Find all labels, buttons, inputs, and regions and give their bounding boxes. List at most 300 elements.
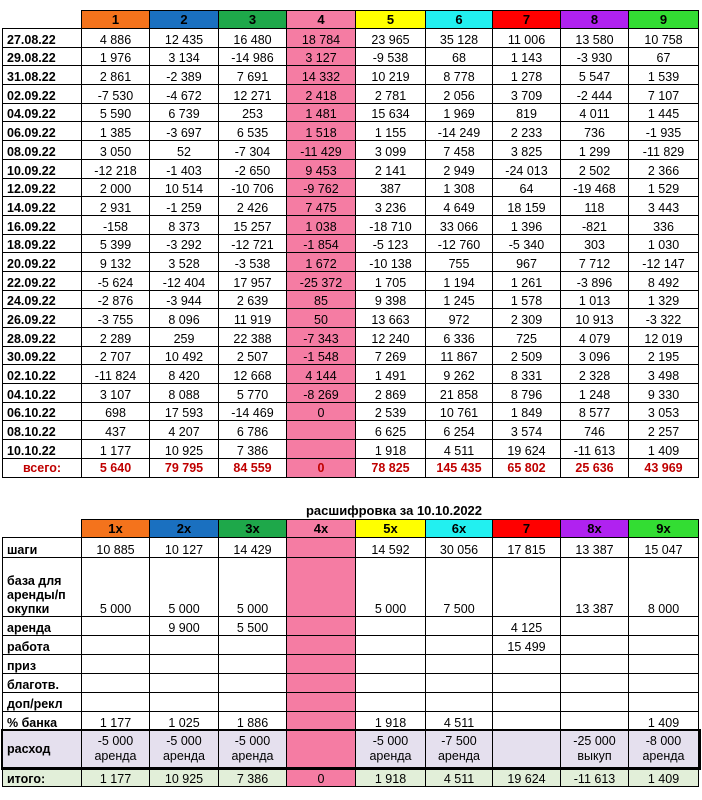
value-cell xyxy=(561,693,629,712)
value-cell: 3 053 xyxy=(629,402,699,421)
value-cell: 1 025 xyxy=(150,712,219,731)
value-cell: 387 xyxy=(356,178,426,197)
expense-cell: -5 000 аренда xyxy=(82,731,150,768)
row-date: 18.09.22 xyxy=(3,234,82,253)
value-cell xyxy=(82,693,150,712)
value-cell: 13 580 xyxy=(561,29,629,48)
value-cell xyxy=(493,558,561,617)
value-cell: 2 056 xyxy=(426,85,493,104)
column-header-8: 8 xyxy=(561,11,629,29)
result-cell: 19 624 xyxy=(493,768,561,787)
row-label: работа xyxy=(3,636,82,655)
value-cell xyxy=(493,712,561,731)
column-header-9: 9 xyxy=(629,11,699,29)
value-cell: 1 308 xyxy=(426,178,493,197)
value-cell: -19 468 xyxy=(561,178,629,197)
value-cell: -9 762 xyxy=(287,178,356,197)
value-cell: -3 755 xyxy=(82,309,150,328)
table-row xyxy=(3,346,699,365)
value-cell: 8 796 xyxy=(493,384,561,403)
value-cell: 3 134 xyxy=(150,47,219,66)
row-date: 02.10.22 xyxy=(3,365,82,384)
value-cell: -7 343 xyxy=(287,328,356,347)
table-row xyxy=(3,234,699,253)
row-date: 29.08.22 xyxy=(3,47,82,66)
column-header-1: 1x xyxy=(82,520,150,538)
value-cell: 7 107 xyxy=(629,85,699,104)
value-cell: -3 944 xyxy=(150,290,219,309)
value-cell: -4 672 xyxy=(150,85,219,104)
value-cell: 10 514 xyxy=(150,178,219,197)
total-value: 79 795 xyxy=(150,458,219,477)
value-cell: 12 435 xyxy=(150,29,219,48)
value-cell: 437 xyxy=(82,421,150,440)
value-cell: -12 218 xyxy=(82,159,150,178)
value-cell: 2 509 xyxy=(493,346,561,365)
expense-cell: -5 000 аренда xyxy=(356,731,426,768)
value-cell: 3 236 xyxy=(356,197,426,216)
value-cell: 2 949 xyxy=(426,159,493,178)
value-cell: -12 721 xyxy=(219,234,287,253)
column-header-4: 4 xyxy=(287,11,356,29)
value-cell xyxy=(356,636,426,655)
value-cell: 33 066 xyxy=(426,215,493,234)
value-cell: -5 340 xyxy=(493,234,561,253)
value-cell: -11 824 xyxy=(82,365,150,384)
value-cell: 1 396 xyxy=(493,215,561,234)
value-cell: 2 366 xyxy=(629,159,699,178)
value-cell: 1 329 xyxy=(629,290,699,309)
value-cell: 67 xyxy=(629,47,699,66)
value-cell: 2 931 xyxy=(82,197,150,216)
row-date: 14.09.22 xyxy=(3,197,82,216)
value-cell: 1 155 xyxy=(356,122,426,141)
table-row xyxy=(3,328,699,347)
value-cell xyxy=(287,440,356,459)
value-cell: -25 372 xyxy=(287,271,356,290)
value-cell xyxy=(219,693,287,712)
column-header-7: 7 xyxy=(493,11,561,29)
value-cell: 972 xyxy=(426,309,493,328)
value-cell: -24 013 xyxy=(493,159,561,178)
value-cell: -11 429 xyxy=(287,141,356,160)
row-date: 06.09.22 xyxy=(3,122,82,141)
result-row xyxy=(3,768,699,787)
table-row xyxy=(3,122,699,141)
value-cell: 1 918 xyxy=(356,440,426,459)
value-cell xyxy=(426,674,493,693)
table-row xyxy=(3,178,699,197)
total-value: 25 636 xyxy=(561,458,629,477)
value-cell xyxy=(629,693,699,712)
expense-cell xyxy=(493,731,561,768)
value-cell: 7 475 xyxy=(287,197,356,216)
value-cell: 2 869 xyxy=(356,384,426,403)
value-cell: 12 019 xyxy=(629,328,699,347)
value-cell: 3 825 xyxy=(493,141,561,160)
value-cell: -3 538 xyxy=(219,253,287,272)
value-cell: 2 289 xyxy=(82,328,150,347)
row-date: 20.09.22 xyxy=(3,253,82,272)
value-cell: 15 257 xyxy=(219,215,287,234)
row-date: 04.10.22 xyxy=(3,384,82,403)
value-cell: 1 385 xyxy=(82,122,150,141)
value-cell: -10 138 xyxy=(356,253,426,272)
value-cell: 8 373 xyxy=(150,215,219,234)
value-cell: -12 760 xyxy=(426,234,493,253)
value-cell xyxy=(426,617,493,636)
table-row xyxy=(3,29,699,48)
value-cell: -1 854 xyxy=(287,234,356,253)
value-cell: 1 578 xyxy=(493,290,561,309)
value-cell: 8 331 xyxy=(493,365,561,384)
value-cell: 9 900 xyxy=(150,617,219,636)
value-cell: 3 127 xyxy=(287,47,356,66)
value-cell: 0 xyxy=(287,402,356,421)
column-header-4: 4x xyxy=(287,520,356,538)
expense-row xyxy=(3,731,699,768)
value-cell: 18 159 xyxy=(493,197,561,216)
table-row xyxy=(3,103,699,122)
result-cell: 7 386 xyxy=(219,768,287,787)
row-date: 24.09.22 xyxy=(3,290,82,309)
value-cell: 3 096 xyxy=(561,346,629,365)
value-cell xyxy=(629,617,699,636)
value-cell: 10 492 xyxy=(150,346,219,365)
value-cell: 2 000 xyxy=(82,178,150,197)
value-cell: -2 876 xyxy=(82,290,150,309)
value-cell: 50 xyxy=(287,309,356,328)
value-cell: 1 518 xyxy=(287,122,356,141)
value-cell: 11 919 xyxy=(219,309,287,328)
value-cell xyxy=(82,636,150,655)
value-cell: 10 913 xyxy=(561,309,629,328)
row-label: база для аренды/п окупки xyxy=(3,558,82,617)
value-cell: -5 624 xyxy=(82,271,150,290)
row-date: 08.09.22 xyxy=(3,141,82,160)
total-value: 43 969 xyxy=(629,458,699,477)
value-cell: 12 668 xyxy=(219,365,287,384)
value-cell: 85 xyxy=(287,290,356,309)
value-cell xyxy=(287,636,356,655)
value-cell: 1 849 xyxy=(493,402,561,421)
value-cell xyxy=(356,674,426,693)
row-label: благотв. xyxy=(3,674,82,693)
value-cell: 1 976 xyxy=(82,47,150,66)
value-cell: 1 672 xyxy=(287,253,356,272)
value-cell: 10 761 xyxy=(426,402,493,421)
column-header-7: 7 xyxy=(493,520,561,538)
table-row xyxy=(3,384,699,403)
value-cell: 2 233 xyxy=(493,122,561,141)
table-row xyxy=(3,47,699,66)
value-cell: 2 141 xyxy=(356,159,426,178)
value-cell: 755 xyxy=(426,253,493,272)
value-cell: 1 918 xyxy=(356,712,426,731)
value-cell: -2 389 xyxy=(150,66,219,85)
value-cell: -9 538 xyxy=(356,47,426,66)
value-cell: 2 539 xyxy=(356,402,426,421)
value-cell: 1 299 xyxy=(561,141,629,160)
value-cell xyxy=(426,693,493,712)
value-cell: 8 492 xyxy=(629,271,699,290)
value-cell: 4 886 xyxy=(82,29,150,48)
value-cell xyxy=(219,674,287,693)
value-cell: 1 409 xyxy=(629,440,699,459)
value-cell xyxy=(287,655,356,674)
breakdown-row xyxy=(3,636,699,655)
value-cell: 1 969 xyxy=(426,103,493,122)
row-date: 30.09.22 xyxy=(3,346,82,365)
value-cell xyxy=(287,617,356,636)
value-cell xyxy=(150,693,219,712)
value-cell: 4 079 xyxy=(561,328,629,347)
table-row xyxy=(3,309,699,328)
value-cell: 259 xyxy=(150,328,219,347)
value-cell xyxy=(287,674,356,693)
daily-results-table xyxy=(2,10,699,478)
value-cell xyxy=(493,693,561,712)
value-cell: -18 710 xyxy=(356,215,426,234)
value-cell: 5 590 xyxy=(82,103,150,122)
breakdown-row xyxy=(3,655,699,674)
expense-cell: -5 000 аренда xyxy=(219,731,287,768)
value-cell: 12 271 xyxy=(219,85,287,104)
value-cell: 10 219 xyxy=(356,66,426,85)
value-cell xyxy=(356,655,426,674)
value-cell: 819 xyxy=(493,103,561,122)
row-date: 28.09.22 xyxy=(3,328,82,347)
breakdown-row xyxy=(3,617,699,636)
value-cell: 3 050 xyxy=(82,141,150,160)
corner-cell xyxy=(3,11,82,29)
value-cell: 1 013 xyxy=(561,290,629,309)
total-value: 145 435 xyxy=(426,458,493,477)
value-cell xyxy=(219,636,287,655)
value-cell: 1 529 xyxy=(629,178,699,197)
value-cell: 8 577 xyxy=(561,402,629,421)
value-cell: 5 547 xyxy=(561,66,629,85)
value-cell: 22 388 xyxy=(219,328,287,347)
value-cell xyxy=(426,636,493,655)
value-cell: 10 925 xyxy=(150,440,219,459)
value-cell: 68 xyxy=(426,47,493,66)
expense-cell: -5 000 аренда xyxy=(150,731,219,768)
value-cell: 4 649 xyxy=(426,197,493,216)
value-cell: 64 xyxy=(493,178,561,197)
breakdown-row xyxy=(3,712,699,731)
value-cell: 7 458 xyxy=(426,141,493,160)
value-cell: 16 480 xyxy=(219,29,287,48)
value-cell: 9 132 xyxy=(82,253,150,272)
value-cell xyxy=(219,655,287,674)
value-cell: -1 548 xyxy=(287,346,356,365)
value-cell: 3 107 xyxy=(82,384,150,403)
value-cell: 4 511 xyxy=(426,712,493,731)
value-cell: -10 706 xyxy=(219,178,287,197)
value-cell: -14 249 xyxy=(426,122,493,141)
value-cell: -3 930 xyxy=(561,47,629,66)
value-cell xyxy=(356,693,426,712)
value-cell: 1 705 xyxy=(356,271,426,290)
value-cell: 19 624 xyxy=(493,440,561,459)
value-cell: 1 481 xyxy=(287,103,356,122)
value-cell xyxy=(82,617,150,636)
value-cell xyxy=(287,421,356,440)
value-cell: 8 096 xyxy=(150,309,219,328)
value-cell: 5 000 xyxy=(219,558,287,617)
value-cell: 725 xyxy=(493,328,561,347)
value-cell: 1 030 xyxy=(629,234,699,253)
value-cell: 1 539 xyxy=(629,66,699,85)
value-cell xyxy=(629,655,699,674)
row-label: шаги xyxy=(3,538,82,558)
column-header-6: 6x xyxy=(426,520,493,538)
value-cell: -1 935 xyxy=(629,122,699,141)
value-cell: 14 429 xyxy=(219,538,287,558)
value-cell: 12 240 xyxy=(356,328,426,347)
row-date: 02.09.22 xyxy=(3,85,82,104)
value-cell: 4 144 xyxy=(287,365,356,384)
table-row xyxy=(3,197,699,216)
value-cell: 336 xyxy=(629,215,699,234)
value-cell: 4 207 xyxy=(150,421,219,440)
value-cell: -821 xyxy=(561,215,629,234)
table-row xyxy=(3,215,699,234)
column-header-3: 3x xyxy=(219,520,287,538)
value-cell: 8 088 xyxy=(150,384,219,403)
value-cell xyxy=(150,674,219,693)
value-cell xyxy=(150,655,219,674)
value-cell: -2 650 xyxy=(219,159,287,178)
row-date: 08.10.22 xyxy=(3,421,82,440)
row-label: приз xyxy=(3,655,82,674)
value-cell: -158 xyxy=(82,215,150,234)
result-cell: 0 xyxy=(287,768,356,787)
table-row xyxy=(3,365,699,384)
value-cell xyxy=(287,693,356,712)
value-cell: 1 177 xyxy=(82,712,150,731)
value-cell xyxy=(629,636,699,655)
value-cell: 17 815 xyxy=(493,538,561,558)
value-cell: 4 511 xyxy=(426,440,493,459)
breakdown-table xyxy=(2,519,699,787)
value-cell: -1 259 xyxy=(150,197,219,216)
expense-cell: -25 000 выкуп xyxy=(561,731,629,768)
value-cell: 17 957 xyxy=(219,271,287,290)
row-date: 16.09.22 xyxy=(3,215,82,234)
value-cell: 1 245 xyxy=(426,290,493,309)
value-cell: 9 453 xyxy=(287,159,356,178)
value-cell: 8 000 xyxy=(629,558,699,617)
table-row xyxy=(3,421,699,440)
column-header-6: 6 xyxy=(426,11,493,29)
table-row xyxy=(3,440,699,459)
table-row xyxy=(3,271,699,290)
column-header-5: 5 xyxy=(356,11,426,29)
value-cell: 3 528 xyxy=(150,253,219,272)
expense-cell: -7 500 аренда xyxy=(426,731,493,768)
column-header-1: 1 xyxy=(82,11,150,29)
totals-label: всего: xyxy=(3,458,82,477)
value-cell: 6 625 xyxy=(356,421,426,440)
value-cell: 6 254 xyxy=(426,421,493,440)
value-cell: 13 663 xyxy=(356,309,426,328)
value-cell: 9 330 xyxy=(629,384,699,403)
value-cell: 698 xyxy=(82,402,150,421)
value-cell: 13 387 xyxy=(561,538,629,558)
value-cell: 5 399 xyxy=(82,234,150,253)
value-cell: 1 278 xyxy=(493,66,561,85)
value-cell: 303 xyxy=(561,234,629,253)
value-cell: -3 896 xyxy=(561,271,629,290)
value-cell: 5 000 xyxy=(356,558,426,617)
value-cell xyxy=(287,712,356,731)
row-date: 26.09.22 xyxy=(3,309,82,328)
corner-cell xyxy=(3,520,82,538)
value-cell xyxy=(426,655,493,674)
row-date: 22.09.22 xyxy=(3,271,82,290)
value-cell: -7 530 xyxy=(82,85,150,104)
value-cell: 9 398 xyxy=(356,290,426,309)
value-cell: -2 444 xyxy=(561,85,629,104)
value-cell: 1 491 xyxy=(356,365,426,384)
value-cell: -12 147 xyxy=(629,253,699,272)
value-cell xyxy=(561,655,629,674)
value-cell: 5 500 xyxy=(219,617,287,636)
value-cell: 15 634 xyxy=(356,103,426,122)
value-cell: 15 499 xyxy=(493,636,561,655)
value-cell: 2 309 xyxy=(493,309,561,328)
value-cell xyxy=(287,538,356,558)
value-cell: 1 409 xyxy=(629,712,699,731)
value-cell xyxy=(82,655,150,674)
expense-cell: -8 000 аренда xyxy=(629,731,699,768)
value-cell: 1 177 xyxy=(82,440,150,459)
value-cell xyxy=(287,558,356,617)
value-cell: 11 006 xyxy=(493,29,561,48)
result-cell: 1 177 xyxy=(82,768,150,787)
total-value: 84 559 xyxy=(219,458,287,477)
value-cell: 35 128 xyxy=(426,29,493,48)
expense-cell xyxy=(287,731,356,768)
value-cell: -3 322 xyxy=(629,309,699,328)
value-cell: 18 784 xyxy=(287,29,356,48)
table-row xyxy=(3,159,699,178)
header-row xyxy=(3,520,699,538)
total-value: 5 640 xyxy=(82,458,150,477)
value-cell: 2 195 xyxy=(629,346,699,365)
value-cell: -1 403 xyxy=(150,159,219,178)
breakdown-row xyxy=(3,538,699,558)
column-header-2: 2 xyxy=(150,11,219,29)
value-cell: -11 829 xyxy=(629,141,699,160)
column-header-8: 8x xyxy=(561,520,629,538)
breakdown-title: расшифровка за 10.10.2022 xyxy=(305,503,483,518)
breakdown-row xyxy=(3,693,699,712)
value-cell xyxy=(150,636,219,655)
value-cell: 7 712 xyxy=(561,253,629,272)
value-cell: 10 885 xyxy=(82,538,150,558)
value-cell: 14 592 xyxy=(356,538,426,558)
result-cell: 1 409 xyxy=(629,768,699,787)
value-cell: -14 469 xyxy=(219,402,287,421)
value-cell: 6 739 xyxy=(150,103,219,122)
result-cell: 4 511 xyxy=(426,768,493,787)
value-cell: 30 056 xyxy=(426,538,493,558)
value-cell: 5 770 xyxy=(219,384,287,403)
total-value: 78 825 xyxy=(356,458,426,477)
